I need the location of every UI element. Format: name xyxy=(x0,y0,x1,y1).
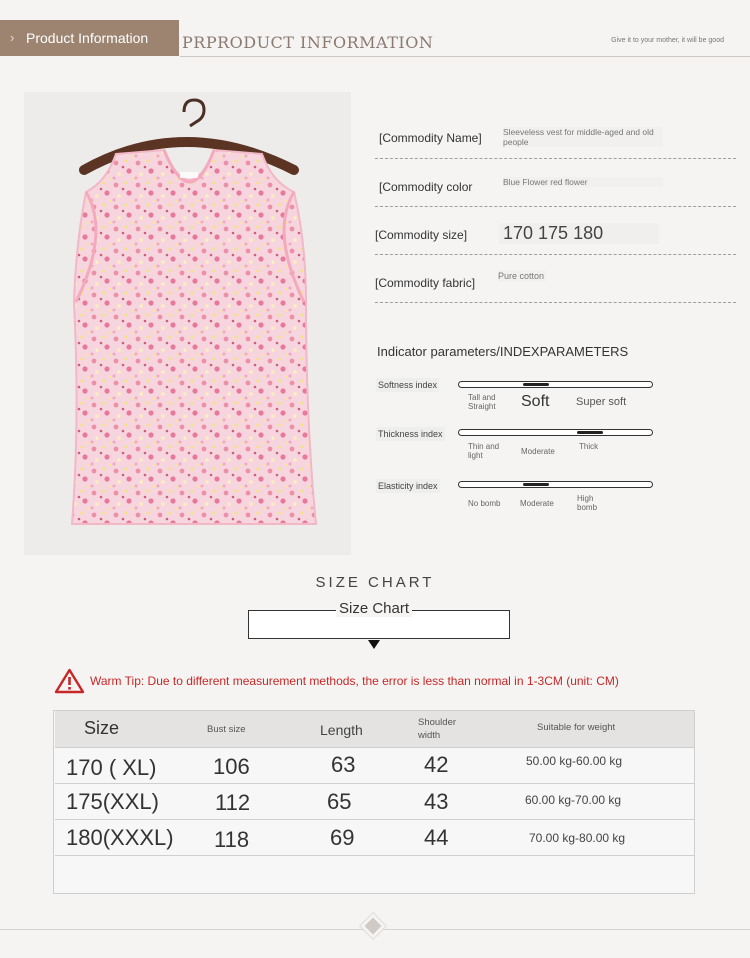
col-shoulder: Shoulder width xyxy=(418,717,457,741)
warning-text: Warm Tip: Due to different measurement methods, the error is less than normal in 1-3CM (unit: CM) xyxy=(90,674,619,688)
softness-track xyxy=(458,381,653,388)
row-divider xyxy=(375,302,736,303)
row-divider xyxy=(375,158,736,159)
header-divider xyxy=(180,56,750,57)
thickness-track xyxy=(458,429,653,436)
thickness-label: Thickness index xyxy=(378,429,443,439)
table-cell-shoulder: 43 xyxy=(424,789,449,814)
commodity-color-label: [Commodity color xyxy=(379,180,473,194)
table-cell-length: 65 xyxy=(327,789,352,814)
softness-label: Softness index xyxy=(378,380,438,390)
elasticity-track xyxy=(458,481,653,488)
thickness-tick-mid: Moderate xyxy=(521,447,555,456)
page-title: PRPRODUCT INFORMATION xyxy=(182,33,434,52)
commodity-fabric-label: [Commodity fabric] xyxy=(375,276,476,290)
elasticity-label: Elasticity index xyxy=(378,481,438,491)
row-divider xyxy=(375,206,736,207)
commodity-size-label: [Commodity size] xyxy=(375,228,468,242)
vest-illustration xyxy=(24,92,351,555)
chevron-right-icon: › xyxy=(10,30,15,45)
commodity-name-label: [Commodity Name] xyxy=(379,131,482,145)
caret-down-icon xyxy=(368,640,380,649)
commodity-name-value: Sleeveless vest for middle-aged and old people xyxy=(503,127,663,147)
softness-tick-low: Tall and Straight xyxy=(468,393,496,411)
thickness-tick-low: Thin and light xyxy=(468,442,500,460)
table-cell-shoulder: 44 xyxy=(424,825,449,850)
col-size: Size xyxy=(84,718,120,738)
tagline: Give it to your mother, it will be good xyxy=(611,37,724,44)
table-cell-weight: 60.00 kg-70.00 kg xyxy=(525,793,622,807)
size-chart-subtitle: Size Chart xyxy=(336,600,412,617)
table-cell-bust: 118 xyxy=(214,827,250,852)
softness-tick-high: Super soft xyxy=(576,396,627,408)
diamond-icon xyxy=(360,913,385,938)
table-cell-weight: 50.00 kg-60.00 kg xyxy=(526,754,623,768)
commodity-size-value: 170 175 180 xyxy=(499,223,659,244)
row-divider xyxy=(55,819,694,820)
warning-icon xyxy=(54,668,85,694)
softness-knob xyxy=(523,383,549,386)
table-cell-bust: 106 xyxy=(213,754,250,779)
elasticity-tick-low: No bomb xyxy=(468,499,501,508)
table-cell-bust: 112 xyxy=(215,790,251,815)
thickness-tick-high: Thick xyxy=(579,442,599,451)
table-cell-size: 180(XXXL) xyxy=(66,825,174,850)
table-cell-size: 170 ( XL) xyxy=(66,755,157,780)
elasticity-tick-high: High bomb xyxy=(577,494,598,512)
elasticity-tick-mid: Moderate xyxy=(520,499,554,508)
table-cell-shoulder: 42 xyxy=(424,752,449,777)
softness-tick-mid: Soft xyxy=(521,393,550,410)
row-divider xyxy=(375,254,736,255)
commodity-fabric-value: Pure cotton xyxy=(498,271,545,281)
product-info-badge xyxy=(0,20,179,56)
col-weight: Suitable for weight xyxy=(537,722,616,733)
table-cell-weight: 70.00 kg-80.00 kg xyxy=(529,831,626,845)
badge-label: Product Information xyxy=(26,30,149,46)
product-photo xyxy=(24,92,351,555)
table-cell-length: 69 xyxy=(330,825,355,850)
col-length: Length xyxy=(320,722,363,738)
row-divider xyxy=(55,855,694,856)
thickness-knob xyxy=(577,431,603,434)
indicator-heading: Indicator parameters/INDEXPARAMETERS xyxy=(377,344,629,359)
size-chart-title: SIZE CHART xyxy=(315,574,435,591)
commodity-color-value: Blue Flower red flower xyxy=(503,177,663,187)
table-cell-length: 63 xyxy=(331,752,356,777)
elasticity-knob xyxy=(523,483,549,486)
col-bust: Bust size xyxy=(207,724,246,735)
table-cell-size: 175(XXL) xyxy=(66,789,159,814)
row-divider xyxy=(55,747,694,748)
row-divider xyxy=(55,783,694,784)
